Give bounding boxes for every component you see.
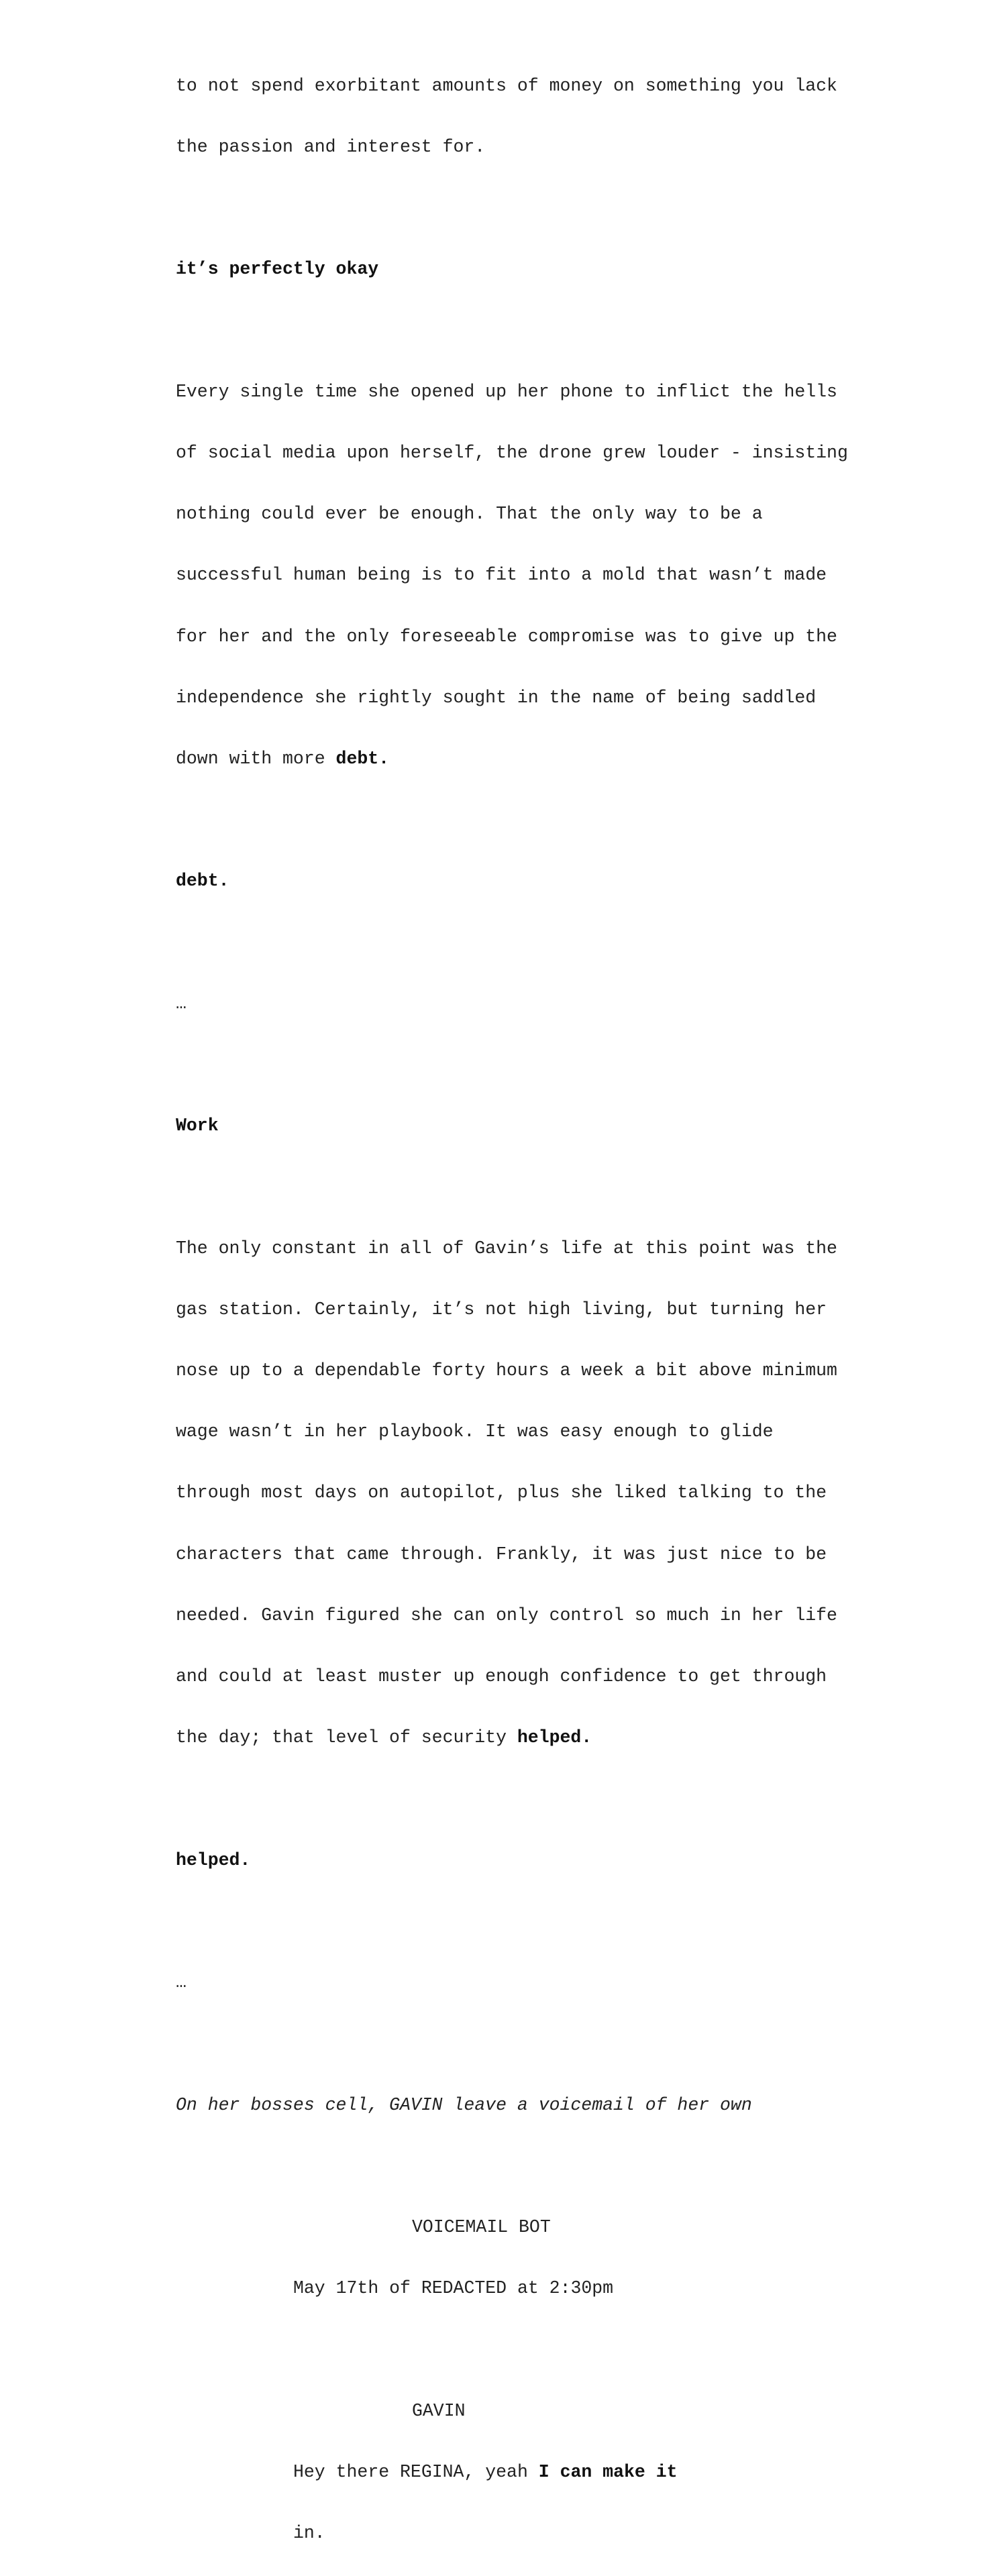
text-line: needed. Gavin figured she can only control so much in her life [176,1605,837,1625]
heading-text: it’s perfectly okay [176,259,379,280]
echo-text: debt. [176,871,229,892]
text-line: for her and the only foreseeable compromise was to give up the [176,626,837,647]
text-line: wage wasn’t in her playbook. It was easy enough to glide [176,1421,774,1442]
text-line-mixed [176,749,914,769]
bold-fragment: helped. [517,1727,592,1748]
heading-text: Work [176,1116,219,1136]
character-name: GAVIN [412,2400,466,2421]
script-body [176,35,914,2576]
text-line-mixed [176,1727,914,1748]
section-heading-work [176,1075,914,1177]
text-line: nose up to a dependable forty hours a week a bit above minimum [176,1360,837,1381]
text-line: nothing could ever be enough. That the only way to be a [176,504,763,525]
echo-text: helped. [176,1849,251,1870]
bold-fragment: I can make it [538,2461,678,2482]
debt-echo [176,830,914,932]
dialogue-text: in. [293,2522,325,2543]
social-media-paragraph [176,341,914,810]
text-fragment: the day; that level of security [176,1727,517,1748]
intro-paragraph [176,35,914,198]
work-paragraph [176,1197,914,1789]
ellipsis-text: … [176,1972,187,1993]
ellipsis-break [176,953,914,1055]
text-line: The only constant in all of Gavin’s life at this point was the [176,1238,837,1258]
bold-fragment: debt. [335,749,390,769]
text-line: successful human being is to fit into a mold that wasn’t made [176,565,827,586]
text-line: through most days on autopilot, plus she liked talking to the [176,1483,827,1503]
text-fragment: Hey there REGINA, yeah [293,2461,539,2482]
dialogue-voicemail-bot [176,2176,914,2339]
text-line: independence she rightly sought in the name of being saddled [176,687,817,708]
dialogue-gavin [176,2360,914,2576]
dialogue-text-mixed [176,2462,914,2482]
section-heading-okay [176,219,914,321]
text-line: of social media upon herself, the drone grew louder - insisting [176,443,848,464]
character-name: VOICEMAIL BOT [412,2216,551,2237]
action-text: On her bosses cell, GAVIN leave a voicemail of her own [176,2094,752,2115]
helped-echo [176,1809,914,1911]
action-line [176,2054,914,2156]
text-line: the passion and interest for. [176,137,486,158]
text-line: Every single time she opened up her phone to inflict the hells [176,381,837,402]
ellipsis-break [176,1931,914,2033]
text-line: characters that came through. Frankly, it was just nice to be [176,1544,827,1564]
text-line: gas station. Certainly, it’s not high living, but turning her [176,1299,827,1320]
dialogue-text: May 17th of REDACTED at 2:30pm [293,2278,614,2299]
ellipsis-text: … [176,993,187,1014]
text-line: and could at least muster up enough confidence to get through [176,1666,827,1687]
text-fragment: down with more [176,749,336,769]
text-line: to not spend exorbitant amounts of money on something you lack [176,75,837,96]
